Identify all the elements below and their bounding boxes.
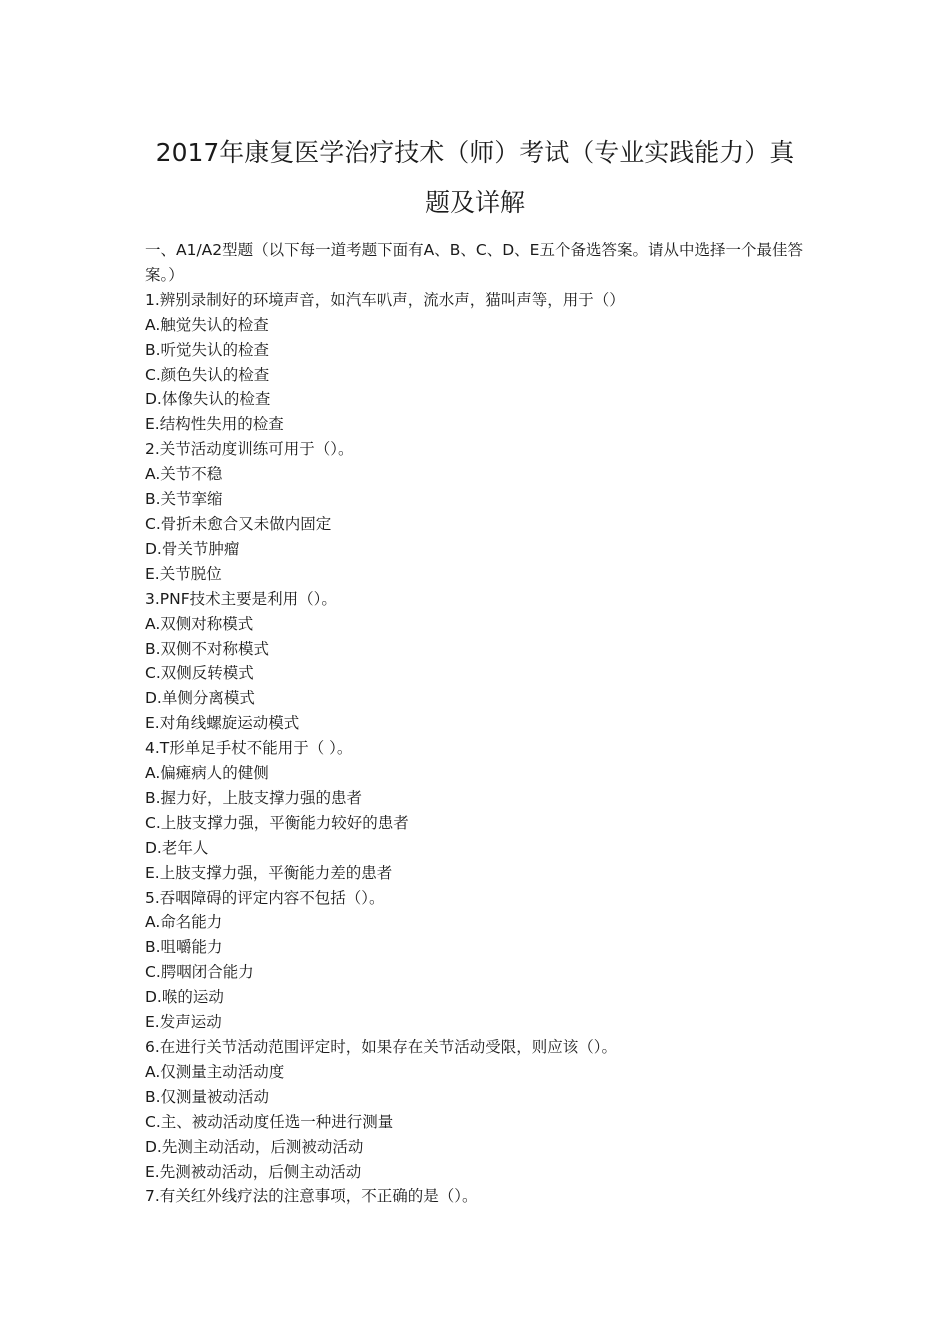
answer-option: C.骨折未愈合又未做内固定: [145, 514, 332, 533]
answer-option: D.先测主动活动，后测被动活动: [145, 1137, 364, 1156]
question-stem: 1.辨别录制好的环境声音，如汽车叭声，流水声，猫叫声等，用于（）: [145, 290, 625, 309]
answer-option: B.仅测量被动活动: [145, 1087, 270, 1106]
question-stem: 5.吞咽障碍的评定内容不包括（）。: [145, 888, 385, 907]
question-stem: 2.关节活动度训练可用于（）。: [145, 440, 354, 459]
answer-option: C.上肢支撑力强，平衡能力较好的患者: [145, 813, 409, 832]
answer-option: B.咀嚼能力: [145, 938, 223, 957]
question-4: [145, 736, 813, 885]
answer-option: A.关节不稳: [145, 465, 223, 484]
question-1: [145, 288, 813, 437]
answer-option: C.腭咽闭合能力: [145, 963, 254, 982]
answer-option: A.命名能力: [145, 913, 223, 932]
answer-option: B.关节挛缩: [145, 490, 223, 509]
answer-option: D.骨关节肿瘤: [145, 539, 240, 558]
answer-option: E.对角线螺旋运动模式: [145, 714, 300, 733]
answer-option: D.体像失认的检查: [145, 390, 271, 409]
answer-option: C.双侧反转模式: [145, 664, 254, 683]
answer-option: A.双侧对称模式: [145, 614, 254, 633]
question-stem: 7.有关红外线疗法的注意事项，不正确的是（）。: [145, 1187, 478, 1206]
title-line-1: 2017年康复医学治疗技术（师）考试（专业实践能力）真: [155, 138, 795, 167]
answer-option: E.上肢支撑力强，平衡能力差的患者: [145, 863, 393, 882]
title-line-2: 题及详解: [424, 188, 525, 217]
document-title: [120, 128, 830, 228]
answer-option: A.偏瘫病人的健侧: [145, 764, 269, 783]
question-stem: 6.在进行关节活动范围评定时，如果存在关节活动受限，则应该（）。: [145, 1038, 618, 1056]
document-body: [145, 238, 813, 1209]
answer-option: A.仅测量主动活动度: [145, 1062, 285, 1081]
answer-option: E.先测被动活动，后侧主动活动: [145, 1162, 362, 1181]
answer-option: B.握力好，上肢支撑力强的患者: [145, 788, 363, 807]
answer-option: B.双侧不对称模式: [145, 639, 270, 658]
answer-option: E.发声运动: [145, 1013, 222, 1032]
question-stem: 3.PNF技术主要是利用（）。: [145, 589, 337, 608]
section-heading: 一、A1/A2型题（以下每一道考题下面有A、B、C、D、E五个备选答案。请从中选择一个最佳答案。）: [145, 241, 803, 284]
answer-option: E.结构性失用的检查: [145, 415, 284, 434]
answer-option: E.关节脱位: [145, 564, 222, 583]
answer-option: D.老年人: [145, 838, 209, 857]
question-3: [145, 587, 813, 736]
answer-option: C.颜色失认的检查: [145, 365, 270, 384]
question-5: [145, 886, 813, 1035]
answer-option: D.单侧分离模式: [145, 689, 255, 708]
question-7: [145, 1184, 813, 1209]
question-2: [145, 437, 813, 586]
answer-option: A.触觉失认的检查: [145, 315, 269, 334]
question-stem: 4.T形单足手杖不能用于（ ）。: [145, 739, 353, 758]
answer-option: D.喉的运动: [145, 988, 224, 1007]
answer-option: C.主、被动活动度任选一种进行测量: [145, 1112, 394, 1131]
question-6: [145, 1035, 813, 1184]
answer-option: B.听觉失认的检查: [145, 340, 270, 359]
